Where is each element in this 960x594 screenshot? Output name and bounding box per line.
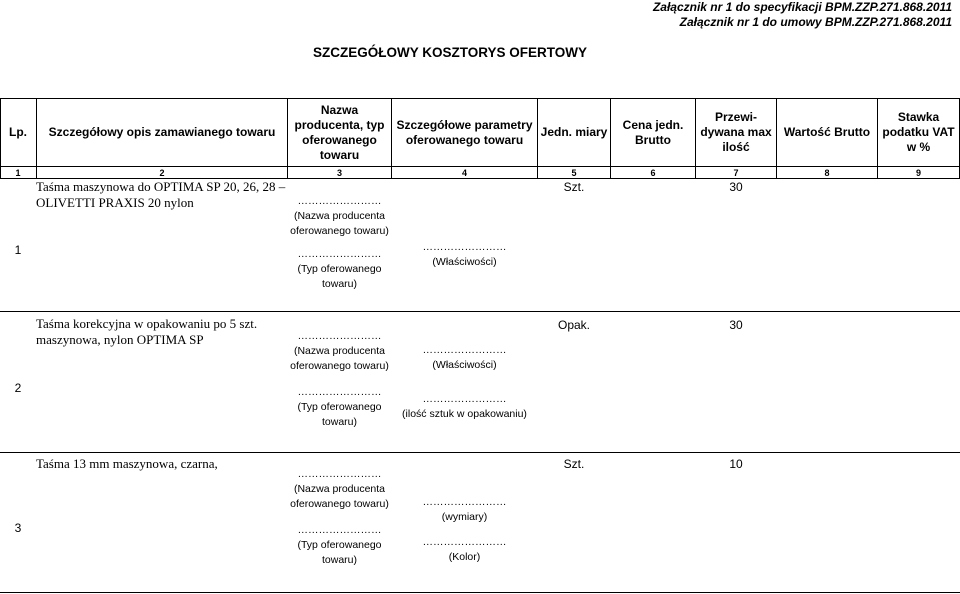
product-type-label: towaru) bbox=[321, 554, 357, 566]
product-type-label: (Typ oferowanego bbox=[297, 401, 382, 413]
color-label: (Kolor) bbox=[448, 551, 481, 563]
table-bottom-border bbox=[0, 592, 960, 593]
header-parametry bbox=[392, 99, 537, 166]
product-type-field[interactable] bbox=[288, 247, 391, 292]
max-quantity: 30 bbox=[729, 180, 743, 194]
dots-placeholder: …………………… bbox=[297, 330, 382, 342]
col-number: 6 bbox=[650, 167, 656, 178]
header-vat-line: Stawka bbox=[897, 110, 940, 124]
max-quantity: 30 bbox=[729, 318, 743, 332]
producer-name-label: (Nazwa producenta bbox=[293, 345, 386, 357]
dots-placeholder: …………………… bbox=[297, 524, 382, 536]
properties-label: (Właściwości) bbox=[432, 359, 497, 371]
annex-contract-reference: Załącznik nr 1 do umowy BPM.ZZP.271.868.2011 bbox=[679, 15, 952, 29]
producer-name-label: oferowanego towaru) bbox=[290, 360, 389, 372]
dots-placeholder: …………………… bbox=[297, 248, 382, 260]
product-type-field[interactable] bbox=[288, 385, 391, 430]
color-field[interactable] bbox=[392, 535, 537, 565]
item-description-line: OLIVETTI PRAXIS 20 nylon bbox=[36, 195, 194, 210]
header-ilosc-line: ilość bbox=[722, 140, 750, 154]
header-vat bbox=[878, 99, 959, 166]
header-jm: Jedn. miary bbox=[540, 125, 608, 139]
product-type-label: (Typ oferowanego bbox=[297, 539, 382, 551]
header-ilosc-line: dywana max bbox=[700, 125, 772, 139]
pack-quantity-label: (ilość sztuk w opakowaniu) bbox=[402, 408, 527, 420]
header-nazwa-line: towaru bbox=[319, 147, 360, 162]
max-quantity: 10 bbox=[729, 457, 743, 471]
product-type-label: towaru) bbox=[321, 416, 357, 428]
product-type-field[interactable] bbox=[288, 523, 391, 568]
dots-placeholder: …………………… bbox=[422, 536, 507, 548]
annex-spec-reference: Załącznik nr 1 do specyfikacji BPM.ZZP.271.868.2011 bbox=[652, 0, 952, 14]
page-title-text: SZCZEGÓŁOWY KOSZTORYS OFERTOWY bbox=[312, 45, 587, 60]
row-2-bottom-border bbox=[0, 452, 960, 453]
unit-of-measure: Opak. bbox=[557, 318, 590, 332]
properties-field[interactable] bbox=[392, 343, 537, 373]
header-wartosc: Wartość Brutto bbox=[783, 125, 871, 139]
col-number: 5 bbox=[571, 167, 577, 178]
header-cena-line: Brutto bbox=[635, 132, 671, 147]
dots-placeholder: …………………… bbox=[422, 496, 507, 508]
header-opis: Szczegółowy opis zamawianego towaru bbox=[48, 125, 276, 139]
properties-field[interactable] bbox=[392, 240, 537, 270]
header-cena-line: Cena jedn. bbox=[622, 117, 684, 132]
col-number: 3 bbox=[336, 167, 342, 178]
header-nazwa bbox=[288, 99, 391, 166]
item-description bbox=[36, 456, 218, 472]
properties-label: (Właściwości) bbox=[432, 256, 497, 268]
page-title bbox=[0, 45, 960, 60]
producer-name-field[interactable] bbox=[288, 194, 391, 239]
producer-name-label: (Nazwa producenta bbox=[293, 483, 386, 495]
item-description-line: Taśma korekcyjna w opakowaniu po 5 szt. bbox=[36, 316, 258, 331]
unit-of-measure: Szt. bbox=[563, 457, 585, 471]
header-nazwa-line: oferowanego bbox=[302, 132, 377, 147]
dots-placeholder: …………………… bbox=[297, 195, 382, 207]
dots-placeholder: …………………… bbox=[422, 344, 507, 356]
dots-placeholder: …………………… bbox=[297, 468, 382, 480]
row-lp: 1 bbox=[14, 243, 22, 257]
col-number: 2 bbox=[159, 167, 165, 178]
row-lp: 3 bbox=[14, 521, 22, 535]
dots-placeholder: …………………… bbox=[297, 386, 382, 398]
header-cena bbox=[611, 99, 695, 166]
col-number: 9 bbox=[915, 167, 921, 178]
row-lp: 2 bbox=[14, 381, 22, 395]
dots-placeholder: …………………… bbox=[422, 393, 507, 405]
header-lp: Lp. bbox=[9, 125, 27, 139]
col-number: 1 bbox=[15, 167, 21, 178]
item-description bbox=[36, 316, 257, 348]
header-nazwa-line: Nazwa bbox=[320, 102, 359, 117]
header-parametry-line: Szczegółowe parametry bbox=[396, 117, 533, 132]
producer-name-label: (Nazwa producenta bbox=[293, 210, 386, 222]
item-description bbox=[36, 179, 285, 211]
product-type-label: (Typ oferowanego bbox=[297, 263, 382, 275]
header-nazwa-line: producenta, typ bbox=[294, 117, 385, 132]
header-ilosc bbox=[696, 99, 776, 166]
item-description-line: Taśma 13 mm maszynowa, czarna, bbox=[36, 456, 218, 471]
dots-placeholder: …………………… bbox=[422, 241, 507, 253]
col-number: 8 bbox=[824, 167, 830, 178]
header-vat-line: w % bbox=[906, 140, 931, 154]
unit-of-measure: Szt. bbox=[563, 180, 585, 194]
dimensions-label: (wymiary) bbox=[441, 511, 488, 523]
col-number: 4 bbox=[461, 167, 467, 178]
producer-name-field[interactable] bbox=[288, 329, 391, 374]
header-vat-line: podatku VAT bbox=[882, 125, 955, 139]
item-description-line: Taśma maszynowa do OPTIMA SP 20, 26, 28 – bbox=[36, 179, 286, 194]
dimensions-field[interactable] bbox=[392, 495, 537, 525]
header-ilosc-line: Przewi- bbox=[714, 110, 757, 124]
producer-name-label: oferowanego towaru) bbox=[290, 225, 389, 237]
pack-quantity-field[interactable] bbox=[392, 392, 537, 422]
col-number: 7 bbox=[733, 167, 739, 178]
item-description-line: maszynowa, nylon OPTIMA SP bbox=[36, 332, 204, 347]
header-parametry-line: oferowanego towaru bbox=[405, 132, 524, 147]
row-1-bottom-border bbox=[0, 311, 960, 312]
producer-name-label: oferowanego towaru) bbox=[290, 498, 389, 510]
producer-name-field[interactable] bbox=[288, 467, 391, 512]
product-type-label: towaru) bbox=[321, 278, 357, 290]
